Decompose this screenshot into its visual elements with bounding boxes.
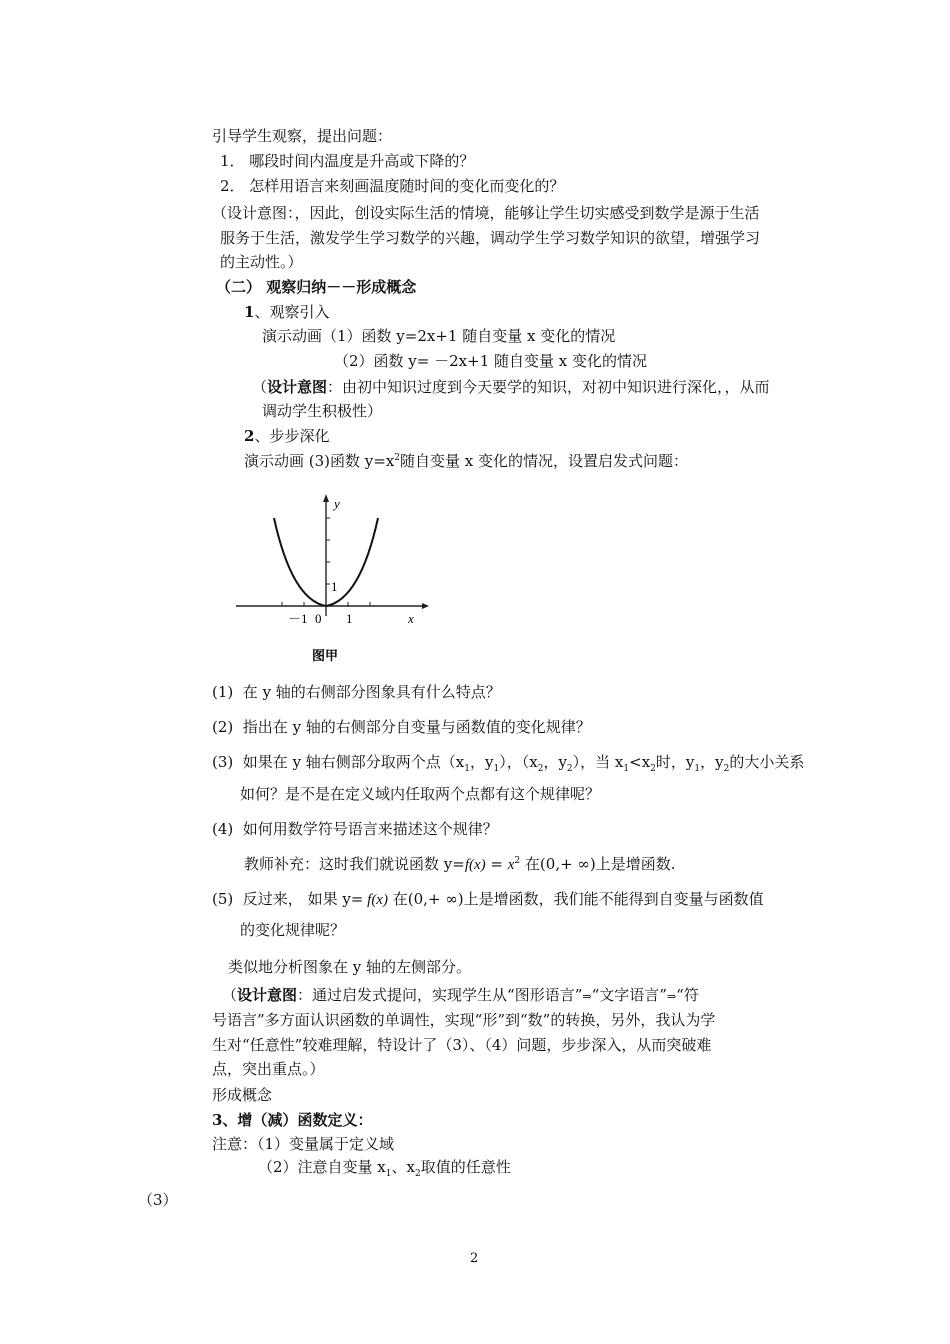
note-line-1: 注意：（1）变量属于定义域 [212,1135,395,1153]
demo-3-exponent: 2 [394,453,401,463]
intro-line: 引导学生观察，提出问题： [212,127,393,145]
demo-line-3 [244,451,688,471]
problem-1-number: (1) [212,683,234,701]
problem-5-text: 反过来， 如果 y= f(x) 在(0,+ ∞)上是增函数，我们能不能得到自变量与函数值 [242,890,764,908]
note-line-2: （2）注意自变量 $x_1$、$x_2$取值的任意性 [258,1158,511,1179]
problem-3-text: 如果在 y 轴右侧部分取两个点（$x_1$，$y_1$），（$x_2$，$y_2$），当 $x_1<x_2$时，$y_1$，$y_2$的大小关系 [242,753,805,774]
design-intent-3-line2: 号语言”多方面认识函数的单调性，实现“形”到“数”的转换，另外，我认为学 [212,1011,716,1029]
y-tick-label-one: 1 [331,579,338,594]
design-intent-2-label: 设计意图 [267,378,328,396]
problem-2 [212,717,591,737]
problem-3-line1 [212,752,804,772]
demo-line-2: （2）函数 y= －2x+1 随自变量 x 变化的情况 [334,352,648,370]
design-intent-3-label: 设计意图 [237,986,298,1004]
page-number: 2 [470,1251,479,1266]
subsection-1-title: 、观察引入 [254,303,330,321]
problem-5-line2: 的变化规律呢？ [240,921,346,939]
design-intent-2-line1 [252,377,770,397]
subsection-1-heading [244,302,329,322]
question-1: 1． 哪段时间内温度是升高或下降的？ [220,152,475,170]
implies-arrow-icon: ⇒ [666,990,677,1003]
y-axis-label: y [334,496,340,511]
subsection-2-title: 、步步深化 [254,427,330,445]
design-intent-1-line2: 服务于生活，激发学生学习数学的兴趣，调动学生学习数学知识的欲望，增强学习 [220,229,761,247]
problem-4-text: 如何用数学符号语言来描述这个规律？ [242,820,498,838]
teacher-supplement: 教师补充：这时我们就说函数 $y=f(x) = x^2$ 在(0,+ ∞)上是增函数. [244,855,676,873]
question-2: 2． 怎样用语言来刻画温度随时间的变化而变化的？ [220,177,565,195]
y-axis-arrow [323,494,329,502]
design-intent-2-line2: 调动学生积极性） [262,402,383,420]
design-intent-1-line1: （设计意图：，因此，创设实际生活的情境，能够让学生切实感受到数学是源于生活 [212,204,760,222]
problem-4 [212,819,498,839]
form-concept: 形成概念 [212,1086,273,1104]
design-intent-3-line4: 点，突出重点。） [212,1060,325,1078]
design-intent-2-open: （ [252,378,268,396]
problem-5-line1 [212,889,764,910]
subsection-3-heading: 3、增（减）函数定义： [212,1111,373,1129]
item-3: （3） [138,1191,178,1209]
design-intent-3-line3: 生对“任意性”较难理解，特设计了（3）、（4）问题，步步深入，从而突破难 [212,1036,712,1054]
demo-line-1: 演示动画（1）函数 y=2x+1 随自变量 x 变化的情况 [262,327,616,345]
design-intent-1-line3: 的主动性。） [220,253,303,271]
problem-5-number: (5) [212,890,234,908]
x-axis-label: x [408,611,414,626]
problem-4-number: (4) [212,820,234,838]
problem-3-line2: 如何？是不是在定义域内任取两个点都有这个规律呢？ [240,785,601,803]
design-intent-3-line1: （设计意图：通过启发式提问，实现学生从“图形语言”⇒“文字语言”⇒“符 [222,986,699,1004]
section-2-heading: （二） 观察归纳－－形成概念 [216,278,417,296]
design-intent-2-text: ：由初中知识过度到今天要学的知识，对初中知识进行深化，，从而 [327,378,770,396]
subsection-1-number: 1 [244,303,255,321]
problem-3-number: (3) [212,753,234,771]
demo-3-text-b: 随自变量 x 变化的情况，设置启发式问题： [400,452,689,470]
problem-1 [212,682,501,702]
similar-analysis: 类似地分析图象在 y 轴的左侧部分。 [228,958,472,976]
subsection-2-number: 2 [244,427,255,445]
implies-arrow-icon: ⇒ [582,990,592,1003]
parabola-figure [230,490,430,675]
x-tick-label-neg-one: －1 [288,611,308,626]
origin-label: 0 [315,611,322,626]
demo-3-text-a: 演示动画 (3)函数 y=x [244,452,395,470]
subsection-2-heading [244,426,329,446]
problem-1-text: 在 y 轴的右侧部分图象具有什么特点？ [242,683,501,701]
problem-2-number: (2) [212,718,234,736]
problem-2-text: 指出在 y 轴的右侧部分自变量与函数值的变化规律？ [242,718,591,736]
x-axis-arrow [422,603,429,609]
x-tick-label-one: 1 [346,611,353,626]
figure-caption: 图甲 [312,648,339,663]
